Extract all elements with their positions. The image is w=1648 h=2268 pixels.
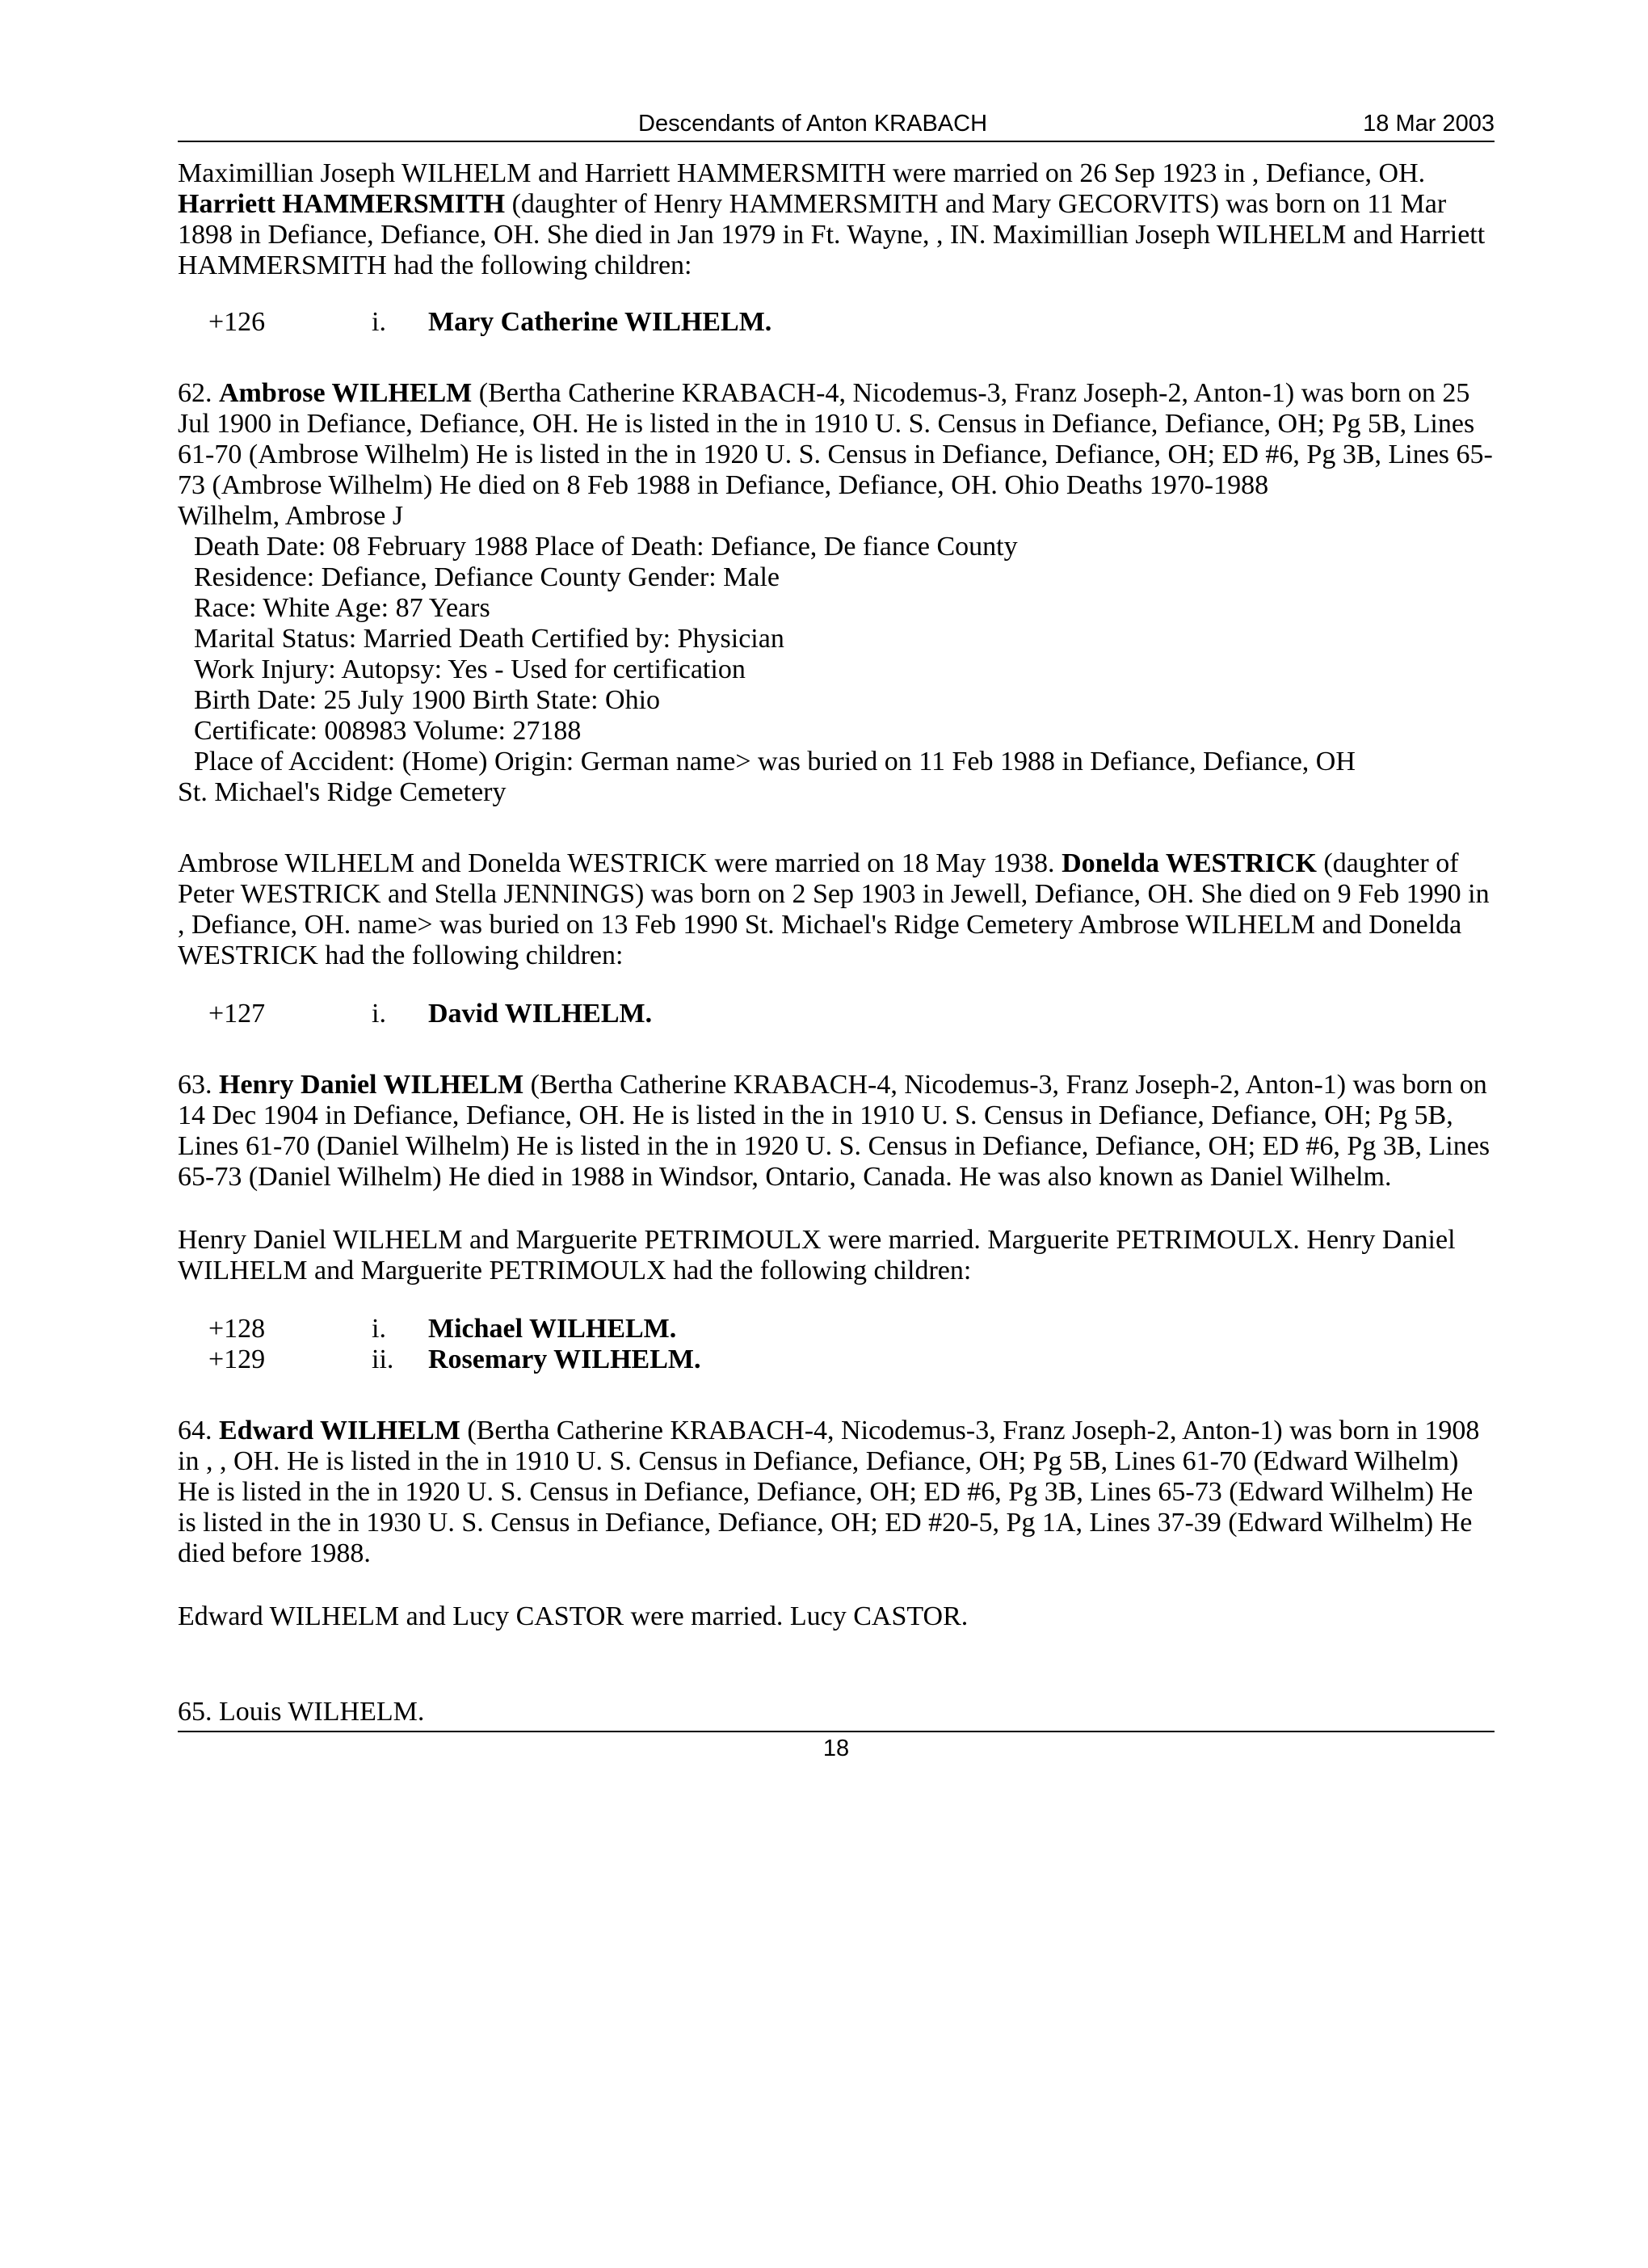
text-run: (daughter of Henry HAMMERSMITH and Mary GECORVITS) was born on 11 Mar 1898 in Defiance, Defiance, OH. She died in Jan 1979 in Ft. Wayne, , IN. Maximillian Joseph WILHELM and Harriett HAMMERSMITH had the following children: — [178, 189, 1486, 280]
child-name: Mary Catherine WILHELM. — [428, 307, 772, 337]
death-record-name: Wilhelm, Ambrose J — [178, 501, 404, 531]
person-name: Henry Daniel WILHELM — [219, 1070, 524, 1100]
child-number: +126 — [208, 307, 266, 337]
entry-number: 62. — [178, 378, 219, 408]
death-detail-line: Work Injury: Autopsy: Yes - Used for certification — [194, 654, 746, 684]
child-name: David WILHELM. — [428, 999, 653, 1029]
child-entry — [178, 999, 1495, 1029]
text-run: (Bertha Catherine KRABACH-4, Nicodemus-3, Franz Joseph-2, Anton-1) was born in 1908 in , , OH. He is listed in the in 1910 U. S. Census in Defiance, Defiance, OH; Pg 5B, Lines 61-70 (Edward Wilhelm) He is listed in the in 1920 U. S. Census in Defiance, Defiance, OH; ED #6, Pg 3B, Lines 65-73 (Edward Wilhelm) He is listed in the in 1930 U. S. Census in Defiance, Defiance, OH; ED #20-5, Pg 1A, Lines 37-39 (Edward Wilhelm) He died before 1988. — [178, 1416, 1480, 1568]
document-body — [178, 158, 1495, 1727]
child-ordinal: ii. — [372, 1344, 394, 1374]
child-entry — [178, 1314, 1495, 1344]
text-run: Maximillian Joseph WILHELM and Harriett HAMMERSMITH were married on 26 Sep 1923 in , Defiance, OH. — [178, 158, 1426, 188]
child-ordinal: i. — [372, 999, 386, 1029]
person-entry-65: 65. Louis WILHELM. — [178, 1697, 425, 1727]
death-detail-line: Race: White Age: 87 Years — [194, 593, 490, 623]
child-number: +128 — [208, 1314, 266, 1344]
page-number: 18 — [822, 1736, 850, 1761]
death-detail-line: Death Date: 08 February 1988 Place of Death: Defiance, De fiance County — [194, 532, 1018, 562]
document-page — [178, 105, 1495, 1762]
death-detail-line: Certificate: 008983 Volume: 27188 — [194, 716, 582, 746]
death-detail-line: Residence: Defiance, Defiance County Gender: Male — [194, 562, 780, 592]
child-number: +127 — [208, 999, 266, 1029]
text-run: (daughter of Peter WESTRICK and Stella JENNINGS) was born on 2 Sep 1903 in Jewell, Defiance, OH. She died on 9 Feb 1990 in , Defiance, OH. name> was buried on 13 Feb 1990 St. Michael's Ridge Cemetery Ambrose WILHELM and Donelda WESTRICK had the following children: — [178, 848, 1490, 970]
child-ordinal: i. — [372, 307, 386, 337]
footer-rule — [178, 1731, 1495, 1732]
person-entry-63 — [178, 1070, 1495, 1193]
death-record-details — [178, 532, 1495, 777]
child-ordinal: i. — [372, 1314, 386, 1344]
person-entry-64 — [178, 1416, 1495, 1569]
child-entry — [178, 307, 1495, 338]
header-date: 18 Mar 2003 — [1363, 111, 1495, 137]
death-detail-line: Marital Status: Married Death Certified by: Physician — [194, 624, 784, 654]
child-name: Michael WILHELM. — [428, 1314, 677, 1344]
entry-number: 63. — [178, 1070, 219, 1100]
text-run: (Bertha Catherine KRABACH-4, Nicodemus-3, Franz Joseph-2, Anton-1) was born on 25 Jul 1900 in Defiance, Defiance, OH. He is listed in the in 1910 U. S. Census in Defiance, Defiance, OH; Pg 5B, Lines 61-70 (Ambrose Wilhelm) He is listed in the in 1920 U. S. Census in Defiance, Defiance, OH; ED #6, Pg 3B, Lines 65-73 (Ambrose Wilhelm) He died on 8 Feb 1988 in Defiance, Defiance, OH. Ohio Deaths 1970-1988 — [178, 378, 1493, 500]
text-run: (Bertha Catherine KRABACH-4, Nicodemus-3, Franz Joseph-2, Anton-1) was born on 14 Dec 1904 in Defiance, Defiance, OH. He is listed in the in 1910 U. S. Census in Defiance, Defiance, OH; Pg 5B, Lines 61-70 (Daniel Wilhelm) He is listed in the in 1920 U. S. Census in Defiance, Defiance, OH; ED #6, Pg 3B, Lines 65-73 (Daniel Wilhelm) He died in 1988 in Windsor, Ontario, Canada. He was also known as Daniel Wilhelm. — [178, 1070, 1490, 1192]
marriage-paragraph-maximillian — [178, 158, 1495, 281]
person-name: Edward WILHELM — [219, 1416, 460, 1445]
child-entry — [178, 1344, 1495, 1375]
child-name: Rosemary WILHELM. — [428, 1344, 701, 1374]
page-header — [178, 105, 1495, 142]
marriage-paragraph-ambrose — [178, 848, 1495, 971]
death-detail-line: Birth Date: 25 July 1900 Birth State: Ohio — [194, 685, 661, 715]
person-name: Ambrose WILHELM — [219, 378, 473, 408]
spouse-name: Harriett HAMMERSMITH — [178, 189, 506, 219]
child-number: +129 — [208, 1344, 266, 1374]
marriage-paragraph-henry: Henry Daniel WILHELM and Marguerite PETRIMOULX were married. Marguerite PETRIMOULX. Henry Daniel WILHELM and Marguerite PETRIMOULX had the following children: — [178, 1225, 1456, 1285]
entry-number: 64. — [178, 1416, 219, 1445]
header-title: Descendants of Anton KRABACH — [638, 111, 988, 137]
spouse-name: Donelda WESTRICK — [1062, 848, 1317, 878]
text-run: Ambrose WILHELM and Donelda WESTRICK were married on 18 May 1938. — [178, 848, 1062, 878]
marriage-paragraph-edward: Edward WILHELM and Lucy CASTOR were married. Lucy CASTOR. — [178, 1601, 969, 1631]
person-entry-62 — [178, 378, 1495, 501]
death-detail-line: Place of Accident: (Home) Origin: German name> was buried on 11 Feb 1988 in Defiance, Defiance, OH — [194, 747, 1356, 776]
cemetery-line: St. Michael's Ridge Cemetery — [178, 777, 507, 807]
